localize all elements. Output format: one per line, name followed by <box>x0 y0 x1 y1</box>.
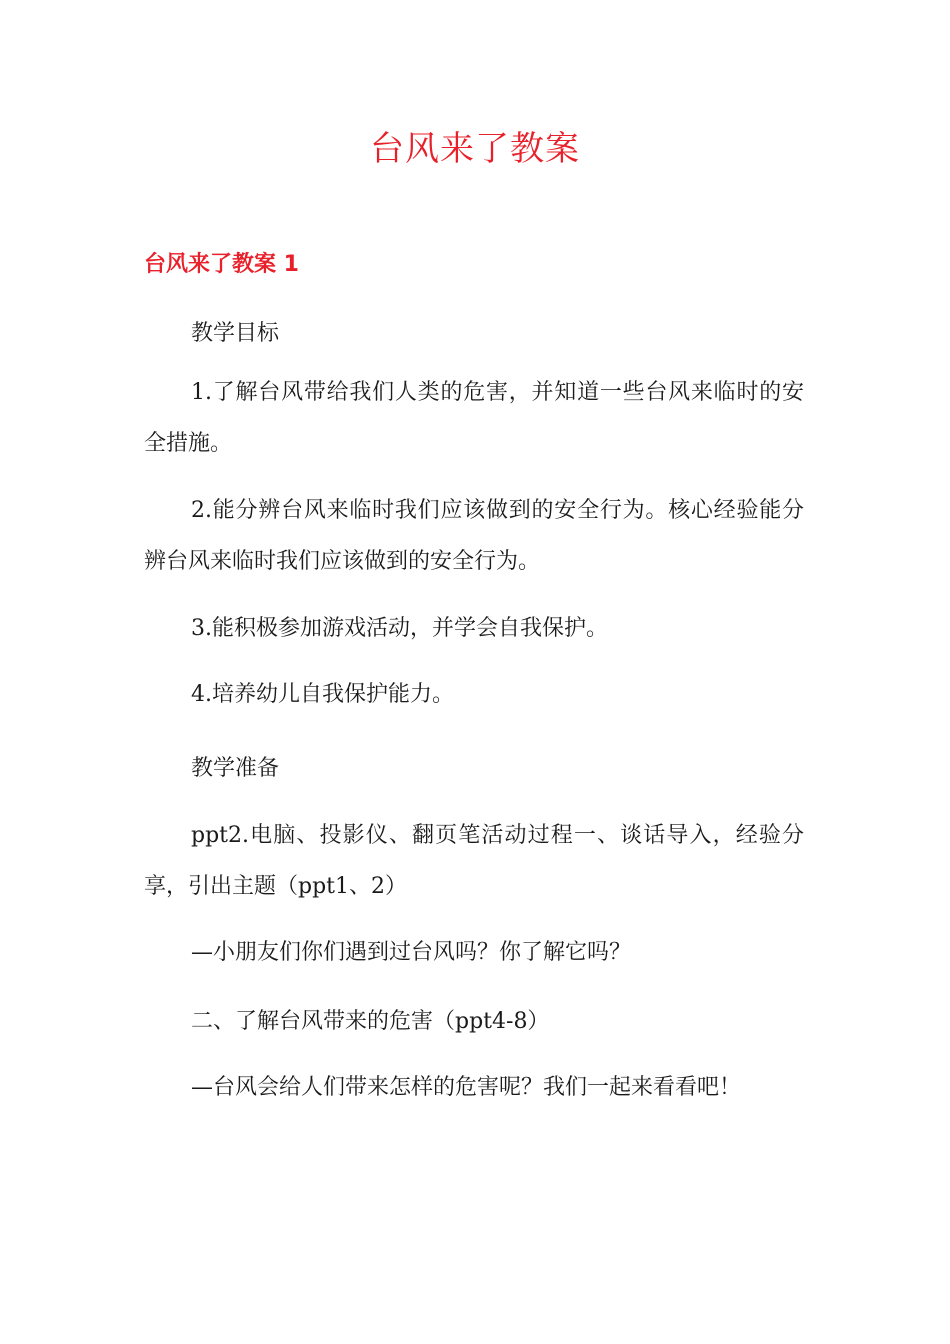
paragraph-goal-2: 2.能分辨台风来临时我们应该做到的安全行为。核心经验能分辨台风来临时我们应该做到的安全行为。 <box>144 498 804 574</box>
paragraph-preparation-label: 教学准备 <box>191 756 280 781</box>
paragraph-teaching-goals-label: 教学目标 <box>191 321 280 346</box>
document-title: 台风来了教案 <box>370 129 580 169</box>
paragraph-goal-3: 3.能积极参加游戏活动，并学会自我保护。 <box>191 616 608 641</box>
paragraph-goal-4: 4.培养幼儿自我保护能力。 <box>191 682 454 707</box>
paragraph-step-2: 二、了解台风带来的危害（ppt4-8） <box>191 1009 550 1034</box>
section-heading: 台风来了教案 1 <box>144 252 299 277</box>
paragraph-preparation-content: ppt2.电脑、投影仪、翻页笔活动过程一、谈话导入，经验分享，引出主题（ppt1、2） <box>144 823 804 899</box>
paragraph-question-2: —台风会给人们带来怎样的危害呢？我们一起来看看吧！ <box>191 1075 742 1100</box>
paragraph-goal-1: 1.了解台风带给我们人类的危害，并知道一些台风来临时的安全措施。 <box>144 380 804 456</box>
paragraph-question-1: —小朋友们你们遇到过台风吗？你了解它吗？ <box>191 940 632 965</box>
